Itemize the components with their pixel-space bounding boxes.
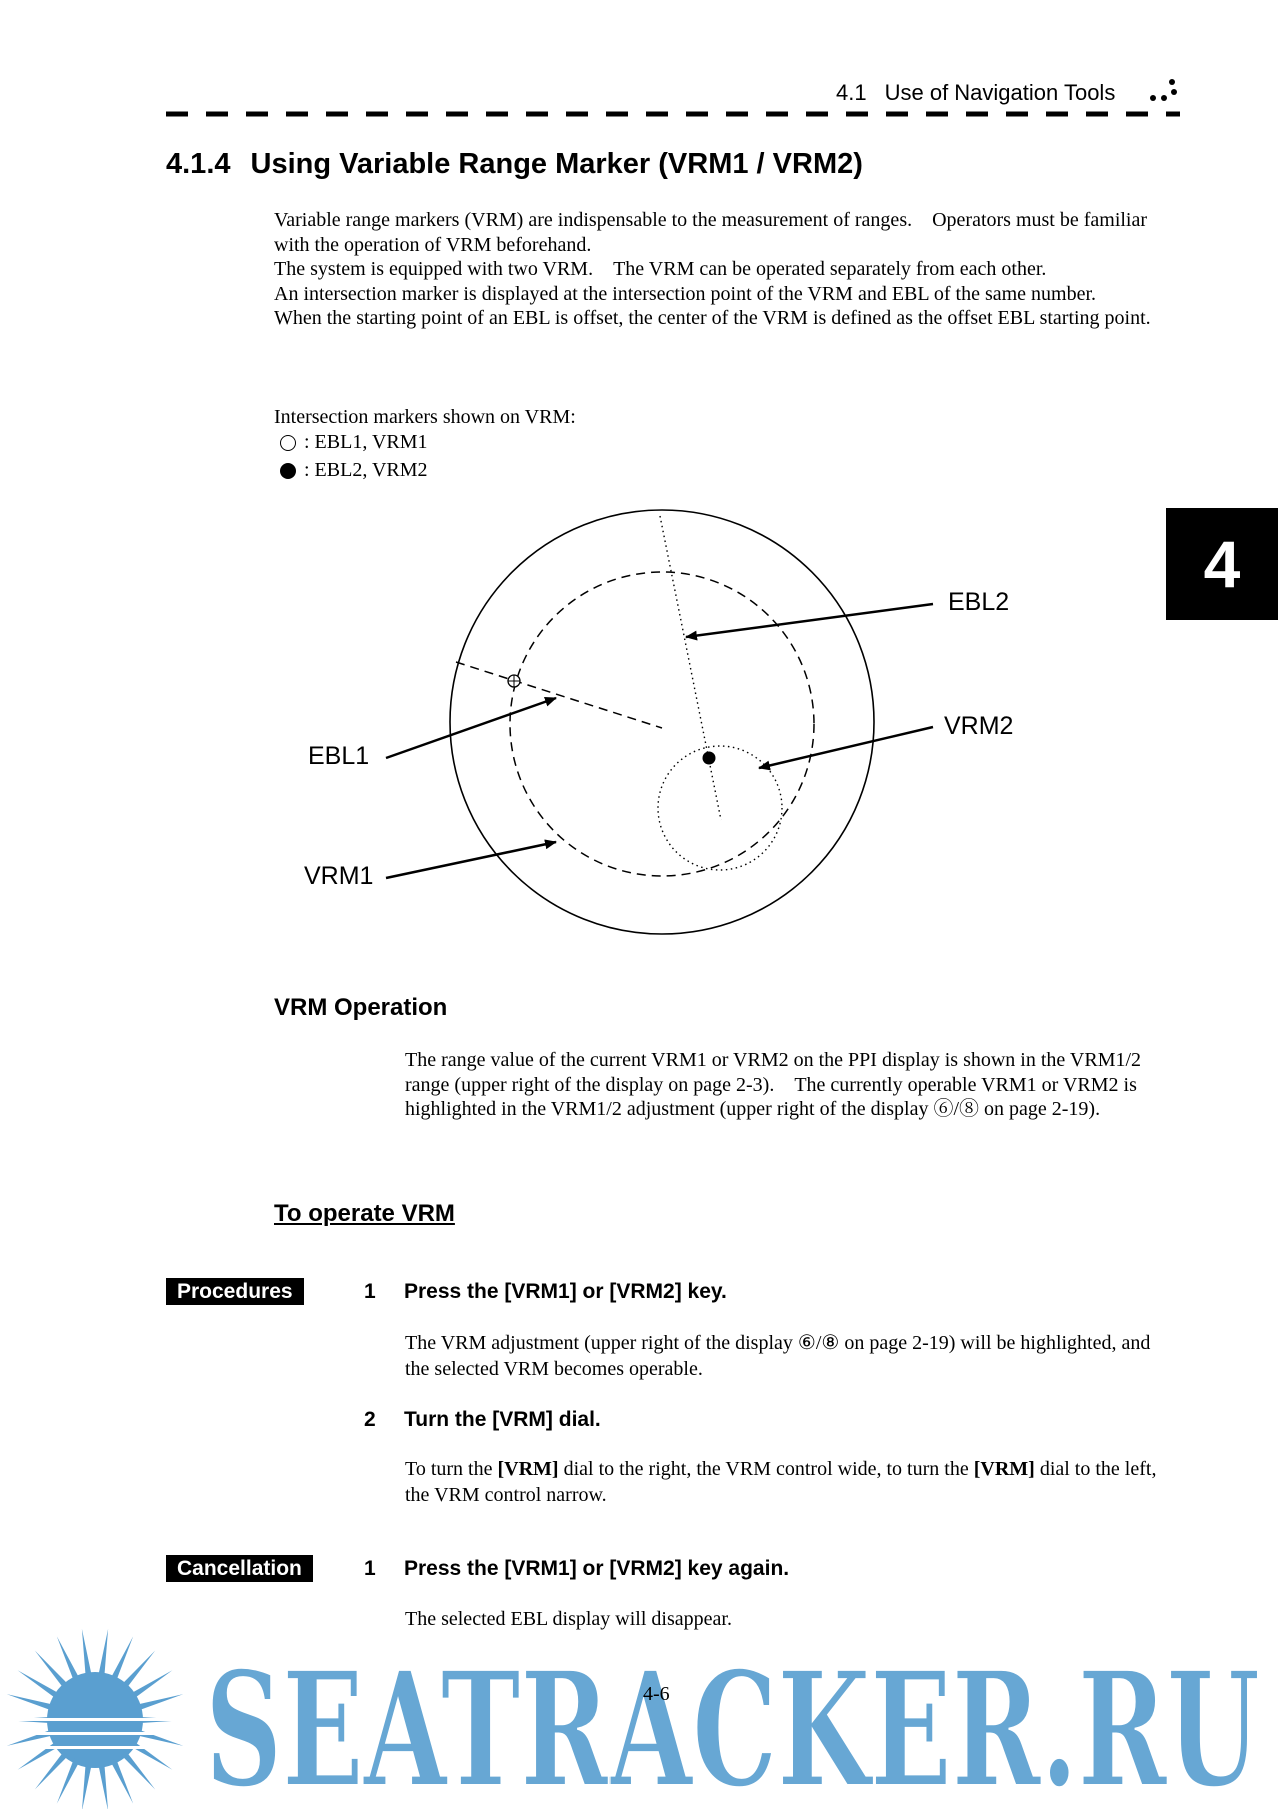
ebl1-arrow — [386, 698, 556, 758]
open-circle-icon — [280, 435, 296, 451]
ebl2-arrow — [686, 604, 933, 637]
sunburst-ray — [7, 1694, 54, 1711]
step-title: Turn the [VRM] dial. — [404, 1408, 601, 1431]
sunburst-ray — [82, 1629, 92, 1677]
step-description-key: [VRM] — [497, 1458, 559, 1480]
vrm-operation-heading: VRM Operation — [274, 994, 448, 1021]
marker-legend-label: : EBL2, VRM2 — [304, 459, 428, 481]
step-description — [405, 1456, 1165, 1508]
header-dots-icon — [1148, 76, 1180, 108]
section-title-text: Using Variable Range Marker (VRM1 / VRM2) — [250, 148, 863, 180]
ebl2-vrm2-intersection-marker — [703, 752, 716, 765]
header-section-title: Use of Navigation Tools — [884, 80, 1116, 105]
vrm2-label: VRM2 — [944, 712, 1014, 740]
sunburst-ray — [7, 1729, 54, 1746]
step-title: Press the [VRM1] or [VRM2] key again. — [404, 1557, 790, 1580]
step-description-part: dial to the right, the VRM control wide, to turn the — [558, 1458, 974, 1480]
step-number: 2 — [364, 1408, 376, 1431]
step-description: The selected EBL display will disappear. — [405, 1608, 732, 1630]
step-number: 1 — [364, 1280, 376, 1303]
cancellation-badge: Cancellation — [166, 1555, 313, 1582]
ebl2-label: EBL2 — [948, 588, 1010, 616]
step-title: Press the [VRM1] or [VRM2] key. — [404, 1280, 727, 1303]
header-section-number: 4.1 — [836, 80, 867, 105]
section-title — [166, 148, 863, 181]
section-number: 4.1.4 — [166, 148, 231, 180]
sunburst-ray — [57, 1759, 80, 1804]
vrm-operation-text: The range value of the current VRM1 or VRM2 on the PPI display is shown in the VRM1/2 range (upper right of the display on page 2-3). The currently operable VRM1 or VRM2 is highlighted in the VRM1/2 adjustment (upper right of the display ⑥/⑧ on page 2-19). — [405, 1049, 1142, 1120]
ebl1-label: EBL1 — [308, 742, 370, 770]
chapter-tab: 4 — [1166, 508, 1278, 620]
intro-paragraph: The system is equipped with two VRM. The VRM can be operated separately from each other. — [274, 258, 1047, 280]
to-operate-heading: To operate VRM — [274, 1200, 455, 1227]
watermark — [0, 1620, 1278, 1809]
step-description: The VRM adjustment (upper right of the display ⑥/⑧ on page 2-19) will be highlighted, and the selected VRM becomes operable. — [405, 1332, 1151, 1380]
step-number: 1 — [364, 1557, 376, 1580]
marker-legend-row — [280, 431, 428, 454]
vrm1-circle — [510, 572, 814, 876]
vrm1-label: VRM1 — [304, 862, 374, 890]
ebl1-line — [456, 662, 662, 728]
vrm-diagram-svg — [290, 500, 1050, 960]
watermark-text: SEATRACKER.RU — [205, 1638, 1260, 1809]
marker-legend-row — [280, 459, 428, 482]
step-description-key: [VRM] — [973, 1458, 1035, 1480]
header-dashed-rule — [166, 111, 1180, 117]
procedures-badge: Procedures — [166, 1278, 304, 1305]
ebl2-line — [660, 516, 721, 820]
sunburst-ray — [110, 1636, 133, 1681]
step-description-part: To turn the — [405, 1458, 498, 1480]
intro-paragraph: When the starting point of an EBL is offset, the center of the VRM is defined as the offset EBL starting point. — [274, 307, 1151, 329]
sunburst-ray — [82, 1763, 92, 1809]
page-number: 4-6 — [643, 1683, 670, 1705]
sunburst-ray — [136, 1729, 183, 1746]
sunburst-ray — [110, 1759, 133, 1804]
intro-paragraph: An intersection marker is displayed at the intersection point of the VRM and EBL of the same number. — [274, 282, 1097, 305]
vrm1-arrow — [386, 842, 556, 878]
display-outer-circle — [450, 510, 874, 934]
sunburst-ray — [98, 1629, 108, 1677]
marker-legend-label: : EBL1, VRM1 — [304, 431, 428, 453]
sunburst-ray — [136, 1694, 183, 1711]
sunburst-ray — [57, 1636, 80, 1681]
vrm-diagram — [290, 500, 1050, 960]
step-description-part: dial to the left, the VRM control narrow. — [405, 1458, 1157, 1506]
intro-text — [274, 208, 1154, 331]
vrm2-arrow — [759, 727, 933, 768]
filled-circle-icon — [280, 463, 296, 479]
intersection-markers-heading: Intersection markers shown on VRM: — [274, 406, 576, 428]
running-header — [836, 80, 1115, 106]
sunburst-ray — [98, 1763, 108, 1809]
vrm2-circle — [658, 746, 782, 870]
intro-paragraph: Variable range markers (VRM) are indispensable to the measurement of ranges. Operators must be familiar with the operation of VRM beforehand. — [274, 209, 1148, 256]
